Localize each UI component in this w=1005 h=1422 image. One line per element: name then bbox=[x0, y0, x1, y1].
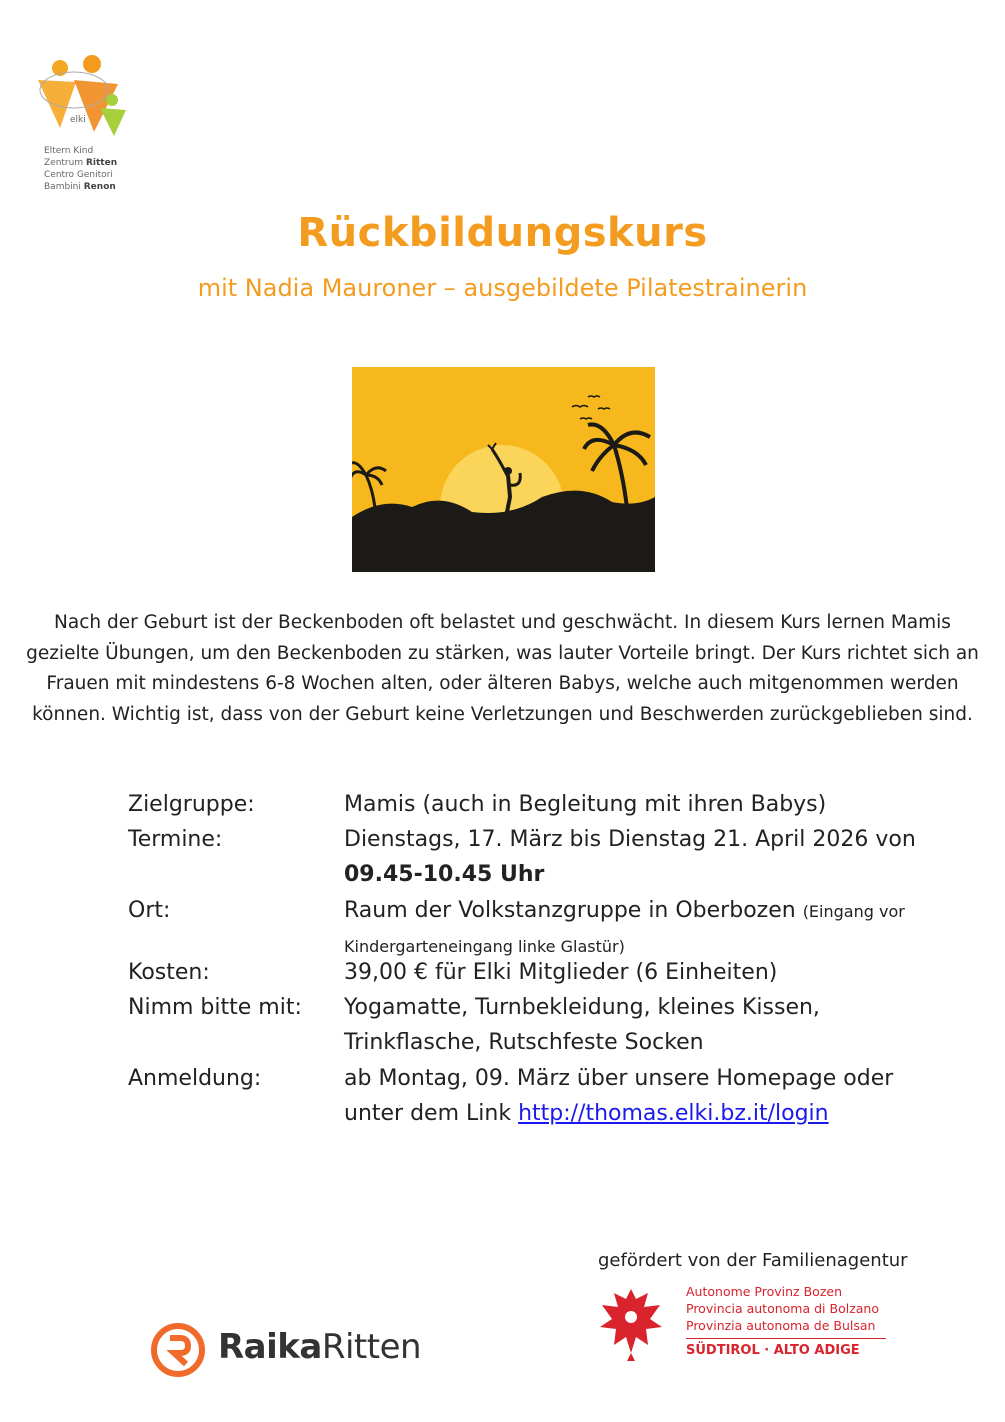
province-de: Autonome Provinz Bozen bbox=[686, 1284, 842, 1299]
province-it: Provincia autonoma di Bolzano bbox=[686, 1301, 879, 1316]
province-lad: Provinzia autonoma de Bulsan bbox=[686, 1318, 876, 1333]
value-mitnehmen: Yogamatte, Turnbekleidung, kleines Kissen, Trinkflasche, Rutschfeste Socken bbox=[344, 995, 820, 1055]
label-termine: Termine: bbox=[128, 827, 223, 852]
page-subtitle: mit Nadia Mauroner – ausgebildete Pilatestrainerin bbox=[197, 274, 808, 302]
logo-line4b: Renon bbox=[83, 182, 116, 192]
label-anmeldung: Anmeldung: bbox=[128, 1066, 262, 1091]
logo-line1: Eltern Kind bbox=[44, 146, 94, 156]
page-title: Rückbildungskurs bbox=[297, 210, 708, 256]
raika-r-icon bbox=[150, 1322, 206, 1378]
province-divider bbox=[686, 1338, 886, 1339]
raika-wordmark bbox=[218, 1327, 421, 1367]
termine-time: 09.45-10.45 Uhr bbox=[344, 862, 545, 887]
termine-dates: Dienstags, 17. März bis Dienstag 21. April 2026 von bbox=[344, 827, 916, 852]
label-ort: Ort: bbox=[128, 898, 171, 923]
value-ort bbox=[344, 893, 964, 963]
value-termine bbox=[344, 822, 964, 892]
elki-logo bbox=[30, 50, 130, 200]
raika-part1: Raika bbox=[218, 1327, 322, 1367]
logo-line4a: Bambini bbox=[44, 182, 81, 192]
label-mitnehmen: Nimm bitte mit: bbox=[128, 995, 302, 1020]
raika-logo bbox=[150, 1322, 450, 1382]
value-anmeldung bbox=[344, 1061, 944, 1131]
ort-place: Raum der Volkstanzgruppe in Oberbozen bbox=[344, 898, 796, 923]
yoga-sunset-image bbox=[352, 367, 655, 572]
value-kosten: 39,00 € für Elki Mitglieder (6 Einheiten) bbox=[344, 960, 778, 985]
logo-line3: Centro Genitori bbox=[44, 170, 113, 180]
province-logo bbox=[596, 1283, 888, 1363]
raika-part2: Ritten bbox=[321, 1327, 422, 1367]
label-kosten: Kosten: bbox=[128, 960, 210, 985]
elki-figures-icon bbox=[30, 50, 130, 140]
logo-line2a: Zentrum bbox=[44, 158, 84, 168]
province-region: SÜDTIROL · ALTO ADIGE bbox=[686, 1343, 860, 1358]
logo-line2b: Ritten bbox=[85, 158, 118, 168]
ort-note: (Eingang vor Kindergarteneingang linke Glastür) bbox=[344, 902, 905, 956]
logo-caption bbox=[44, 145, 117, 193]
anmeldung-text: ab Montag, 09. März über unsere Homepage oder unter dem Link bbox=[344, 1066, 894, 1126]
registration-link[interactable]: http://thomas.elki.bz.it/login bbox=[518, 1101, 829, 1126]
province-names bbox=[686, 1283, 879, 1334]
funded-by-text: gefördert von der Familienagentur bbox=[598, 1250, 908, 1271]
intro-text: Nach der Geburt ist der Beckenboden oft belastet und geschwächt. In diesem Kurs lernen Mamis gezielte Übungen, um den Beckenboden zu stärken, was lauter Vorteile bringt. Der Kurs richtet sich an Frauen mit mindestens 6-8 Wochen alten, oder älteren Babys, welche auch mitgenommen werden können. Wichtig ist, dass von der Geburt keine Verletzungen und Beschwerden zurückgeblieben sind. bbox=[26, 612, 979, 725]
elki-logo-label: elki bbox=[70, 115, 86, 125]
value-zielgruppe: Mamis (auch in Begleitung mit ihren Babys) bbox=[344, 792, 827, 817]
eagle-coat-of-arms-icon bbox=[596, 1283, 666, 1363]
label-zielgruppe: Zielgruppe: bbox=[128, 792, 255, 817]
